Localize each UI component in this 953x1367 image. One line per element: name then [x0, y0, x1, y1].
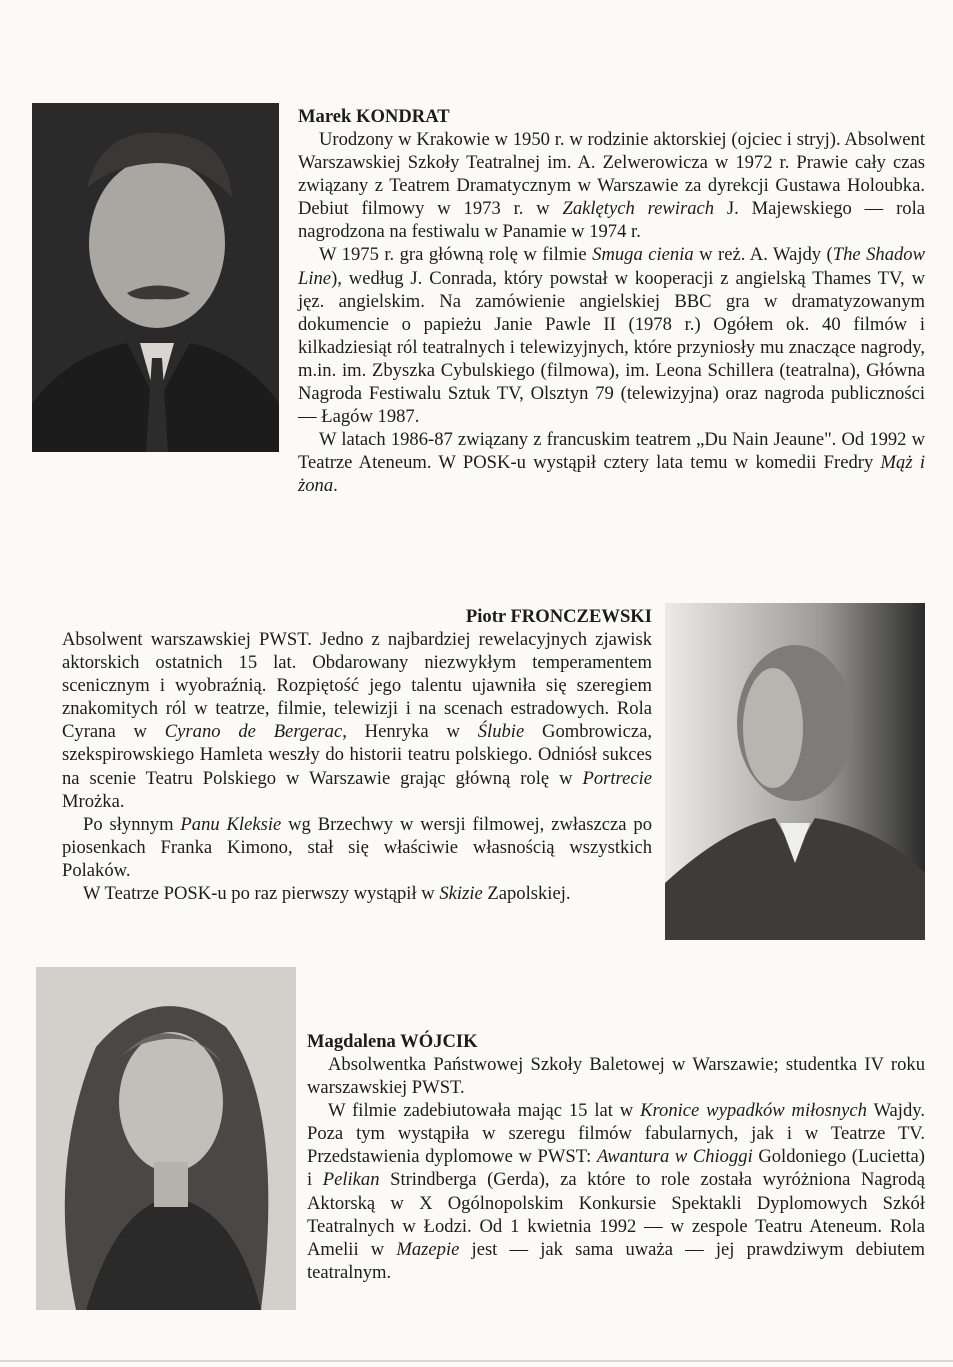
- bio-kondrat: [298, 105, 925, 498]
- bio-paragraph: Urodzony w Krakowie w 1950 r. w rodzinie aktorskiej (ojciec i stryj). Absolwent Warszawskiej Szkoły Teatralnej im. A. Zelwerowicza w 1972 r. Prawie cały czas związany z Teatrem Dramatycznym w Warszawie za dyrekcji Gustawa Holoubka. Debiut filmowy w 1973 r. w Zaklętych rewirach J. Majewskiego — rola nagrodzona na festiwalu w Panamie w 1974 r.: [298, 129, 925, 243]
- portrait-photo-kondrat: [32, 103, 279, 452]
- bio-paragraph: Absolwent warszawskiej PWST. Jedno z najbardziej rewelacyjnych zjawisk aktorskich ostatnich 15 lat. Obdarowany niezwykłym temperamentem scenicznym i wyobraźnią. Rozpiętość jego talentu ujawniła się szeregiem znakomitych ról w teatrze, filmie, telewizji i na scenach estradowych. Rola Cyrana w Cyrano de Bergerac, Henryka w Ślubie Gombrowicza, szekspirowskiego Hamleta weszły do historii teatru polskiego. Odniósł sukces na scenie Teatru Polskiego w Warszawie grając główną rolę w Portrecie Mrożka.: [62, 629, 653, 812]
- actor-name: Marek KONDRAT: [298, 106, 450, 127]
- bio-wojcik: [307, 1030, 925, 1284]
- portrait-photo-fronczewski: [665, 603, 925, 940]
- bio-paragraph: W 1975 r. gra główną rolę w filmie Smuga cienia w reż. A. Wajdy (The Shadow Line), według J. Conrada, który powstał w kooperacji z angielską Thames TV, w jęz. angielskim. Na zamówienie angielskiej BBC gra w dramatyzowanym dokumencie o papieżu Janie Pawle II (1978 r.) Ogółem ok. 40 filmów i kilkadziesiąt ról teatralnych i telewizyjnych, które przyniosły mu znaczące nagrody, m.in. im. Zbyszka Cybulskiego (filmowa), im. Leona Schillera (teatralna), Główna Nagroda Festiwalu Sztuk TV, Olsztyn 79 (telewizyjna) oraz nagroda publiczności — Łagów 1987.: [298, 244, 925, 428]
- bio-paragraph: W filmie zadebiutowała mając 15 lat w Kronice wypadków miłosnych Wajdy. Poza tym wystąpiła w szeregu filmów fabularnych, jak i w Teatrze TV. Przedstawienia dyplomowe w PWST: Awantura w Chioggi Goldoniego (Lucietta) i Pelikan Strindberga (Gerda), za które to role została wyróżniona Nagrodą Aktorską w X Ogólnopolskim Konkursie Spektakli Dyplomowych Szkół Teatralnych w Łodzi. Od 1 kwietnia 1992 — w zespole Teatru Ateneum. Rola Amelii w Mazepie jest — jak sama uważa — jej prawdziwym debiutem teatralnym.: [307, 1100, 926, 1283]
- bio-paragraph: W latach 1986-87 związany z francuskim teatrem „Du Nain Jeaune". Od 1992 w Teatrze Ateneum. W POSK-u wystąpił cztery lata temu w komedii Fredry Mąż i żona.: [298, 429, 925, 497]
- bio-paragraph: Absolwentka Państwowej Szkoły Baletowej w Warszawie; studentka IV roku warszawskiej PWST.: [307, 1054, 925, 1099]
- actor-name: Piotr FRONCZEWSKI: [465, 606, 652, 627]
- actor-name: Magdalena WÓJCIK: [307, 1031, 478, 1052]
- bio-paragraph: W Teatrze POSK-u po raz pierwszy wystąpił w Skizie Zapolskiej.: [83, 883, 571, 905]
- portrait-photo-wojcik: [36, 967, 296, 1310]
- bio-paragraph: Po słynnym Panu Kleksie wg Brzechwy w wersji filmowej, zwłaszcza po piosenkach Franka Kimono, stał się właściwie własnością wszystkich Polaków.: [62, 813, 652, 881]
- bio-fronczewski: [62, 605, 652, 905]
